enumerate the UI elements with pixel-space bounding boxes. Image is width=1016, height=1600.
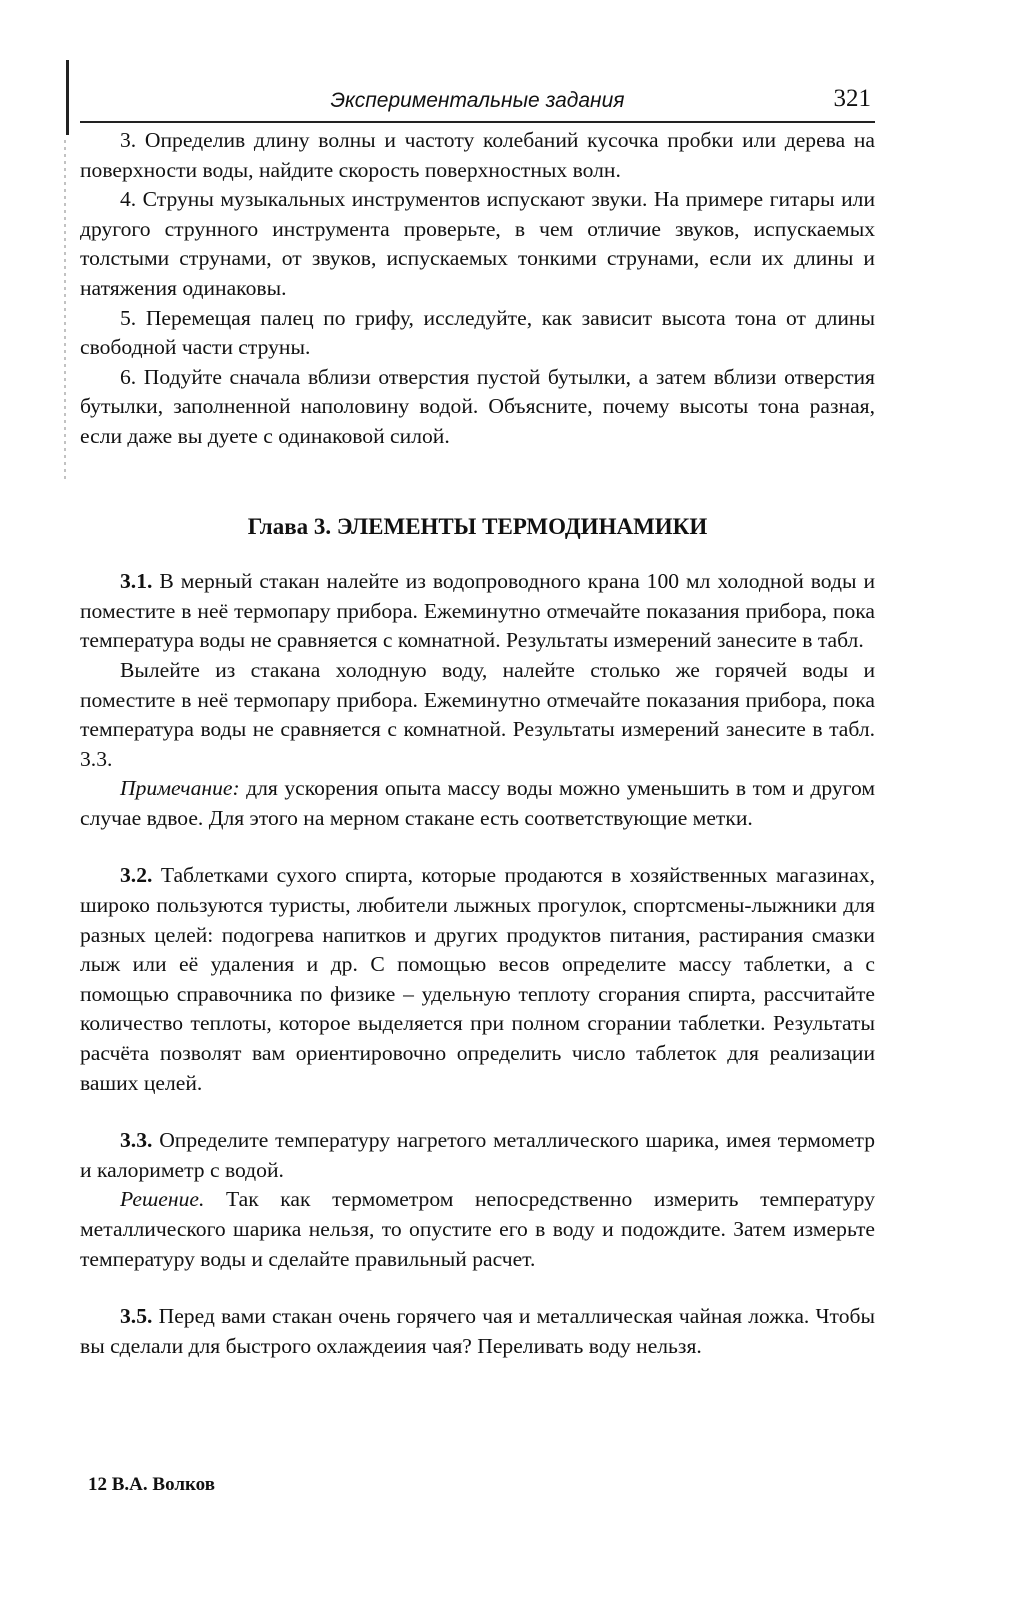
page-edge-mark: [66, 60, 69, 135]
chapter-title: Глава 3. ЭЛЕМЕНТЫ ТЕРМОДИНАМИКИ: [247, 513, 708, 539]
page-body: [80, 126, 875, 1361]
note-text: для ускорения опыта массу воды можно уменьшить в том и другом случае вдвое. Для этого на мерном стакане есть соответствующие метки.: [80, 776, 875, 830]
running-header: [80, 85, 875, 123]
solution-paragraph: [80, 1185, 875, 1274]
note-label: Примечание:: [120, 776, 240, 801]
task-3-3-paragraph: [80, 1126, 875, 1185]
task-3-5-number: 3.5.: [120, 1304, 153, 1329]
task-3-1-continuation: Вылейте из стакана холодную воду, налейте столько же горячей воды и поместите в неё термопару прибора. Ежеминутно отмечайте показания прибора, пока температура воды не сравняется с комнатной. Результаты измерений занесите в табл. 3.3.: [80, 657, 875, 771]
task-3-paragraph: 3. Определив длину волны и частоту колебаний кусочка пробки или дерева на поверхности воды, найдите скорость поверхностных волн.: [80, 128, 875, 182]
task-3-3-number: 3.3.: [120, 1128, 153, 1153]
task-4-paragraph: 4. Струны музыкальных инструментов испускают звуки. На примере гитары или другого струнного инструмента проверьте, в чем отличие звуков, испускаемых толстыми струнами, от звуков, испускаемых тонкими струнами, если их длины и натяжения одинаковы.: [80, 187, 875, 300]
page-number: 321: [833, 85, 871, 112]
task-3-2-paragraph: [80, 861, 875, 1098]
note-paragraph: [80, 774, 875, 833]
task-3-2-text: Таблетками сухого спирта, которые продаются в хозяйственных магазинах, широко пользуются туристы, любители лыжных прогулок, спортсмены-лыжники для разных целей: подогрева напитков и других продуктов питания, растирания смазки лыж или её удаления и др. С помощью весов определите массу таблетки, а с помощью справочника по физике – удельную теплоту сгорания спирта, рассчитайте количество теплоты, которое выделяется при полном сгорании таблетки. Результаты расчёта позволят вам ориентировочно определить число таблеток для реализации ваших целей.: [80, 863, 875, 1095]
task-3-1-paragraph: [80, 567, 875, 656]
task-3-1-number: 3.1.: [120, 569, 153, 594]
running-title: Экспериментальные задания: [330, 89, 625, 112]
task-3-1-text: В мерный стакан налейте из водопроводного крана 100 мл холодной воды и поместите в неё термопару прибора. Ежеминутно отмечайте показания прибора, пока температура воды не сравняется с комнатной. Результаты измерений занесите в табл.: [80, 569, 875, 653]
task-3-5-paragraph: [80, 1302, 875, 1361]
footer-signature: 12 В.А. Волков: [88, 1474, 215, 1495]
page-edge-shadow: [64, 140, 66, 480]
task-6-paragraph: 6. Подуйте сначала вблизи отверстия пустой бутылки, а затем вблизи отверстия бутылки, заполненной наполовину водой. Объясните, почему высоты тона разная, если даже вы дуете с одинаковой силой.: [80, 364, 875, 448]
task-5-paragraph: 5. Перемещая палец по грифу, исследуйте, как зависит высота тона от длины свободной части струны.: [80, 305, 875, 360]
task-3-5-text: Перед вами стакан очень горячего чая и металлическая чайная ложка. Чтобы вы сделали для быстрого охлаждеиия чая? Переливать воду нельзя.: [80, 1304, 875, 1358]
solution-label: Решение.: [120, 1187, 205, 1212]
task-3-2-number: 3.2.: [120, 863, 153, 888]
solution-text: Так как термометром непосредственно измерить температуру металлического шарика нельзя, то опустите его в воду и подождите. Затем измерьте температуру воды и сделайте правильный расчет.: [80, 1187, 875, 1271]
task-3-3-text: Определите температуру нагретого металлического шарика, имея термометр и калориметр с водой.: [80, 1128, 875, 1182]
